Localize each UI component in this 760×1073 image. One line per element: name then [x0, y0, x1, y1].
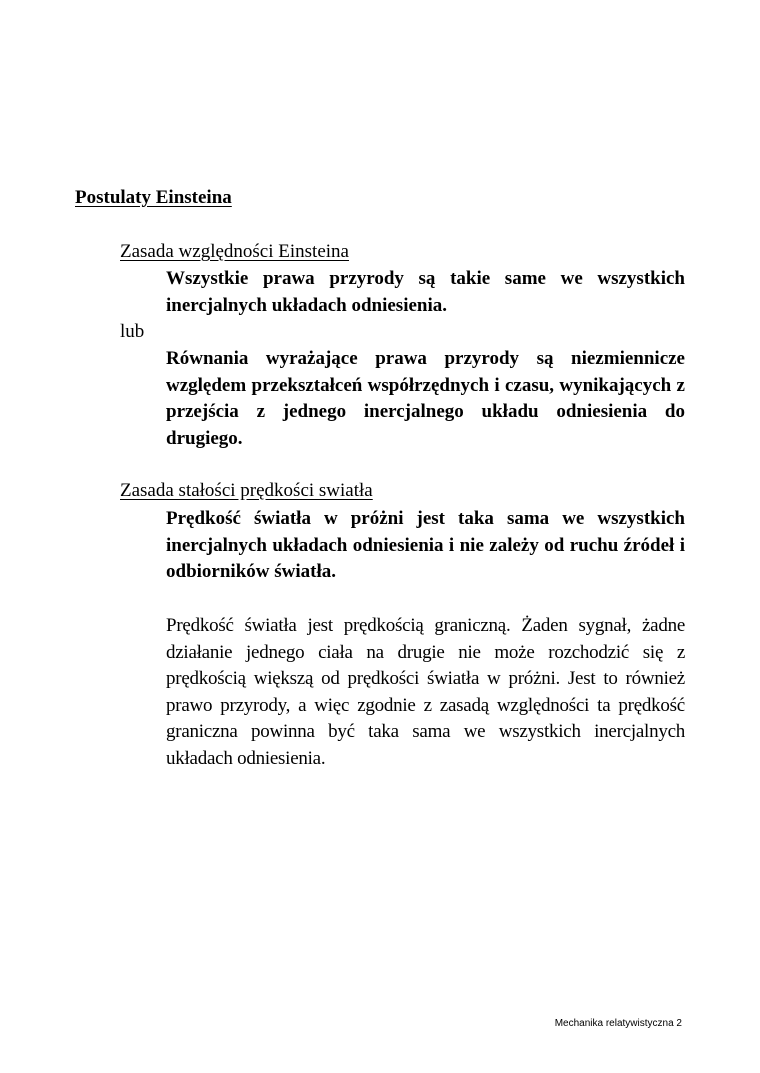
page-title: Postulaty Einsteina: [75, 187, 232, 208]
light-speed-explanation: Prędkość światła jest prędkością graniczną. Żaden sygnał, żadne działanie jednego ciała na drugie nie może rozchodzić się z prędkością większą od prędkości światła w próżni. Jest to również prawo przyrody, a więc zgodnie z zasadą względności ta prędkość graniczna powinna być taka sama we wszystkich inercjalnych układach odniesienia.: [166, 615, 685, 769]
relativity-alternative-statement: Równania wyrażające prawa przyrody są niezmiennicze względem przekształceń współrzędnych i czasu, wynikających z przejścia z jednego inercjalnego układu odniesienia do drugiego.: [166, 348, 685, 449]
connector-text: lub: [120, 321, 145, 342]
section-heading-relativity: Zasada względności Einsteina: [120, 241, 349, 262]
section-heading-light-speed: Zasada stałości prędkości swiatła: [120, 480, 373, 501]
relativity-statement: Wszystkie prawa przyrody są takie same we wszystkich inercjalnych układach odniesienia.: [166, 268, 685, 316]
page-footer: Mechanika relatywistyczna 2: [554, 1018, 682, 1029]
light-speed-statement: Prędkość światła w próżni jest taka sama we wszystkich inercjalnych układach odniesienia i nie zależy od ruchu źródeł i odbiorników światła.: [166, 508, 685, 582]
